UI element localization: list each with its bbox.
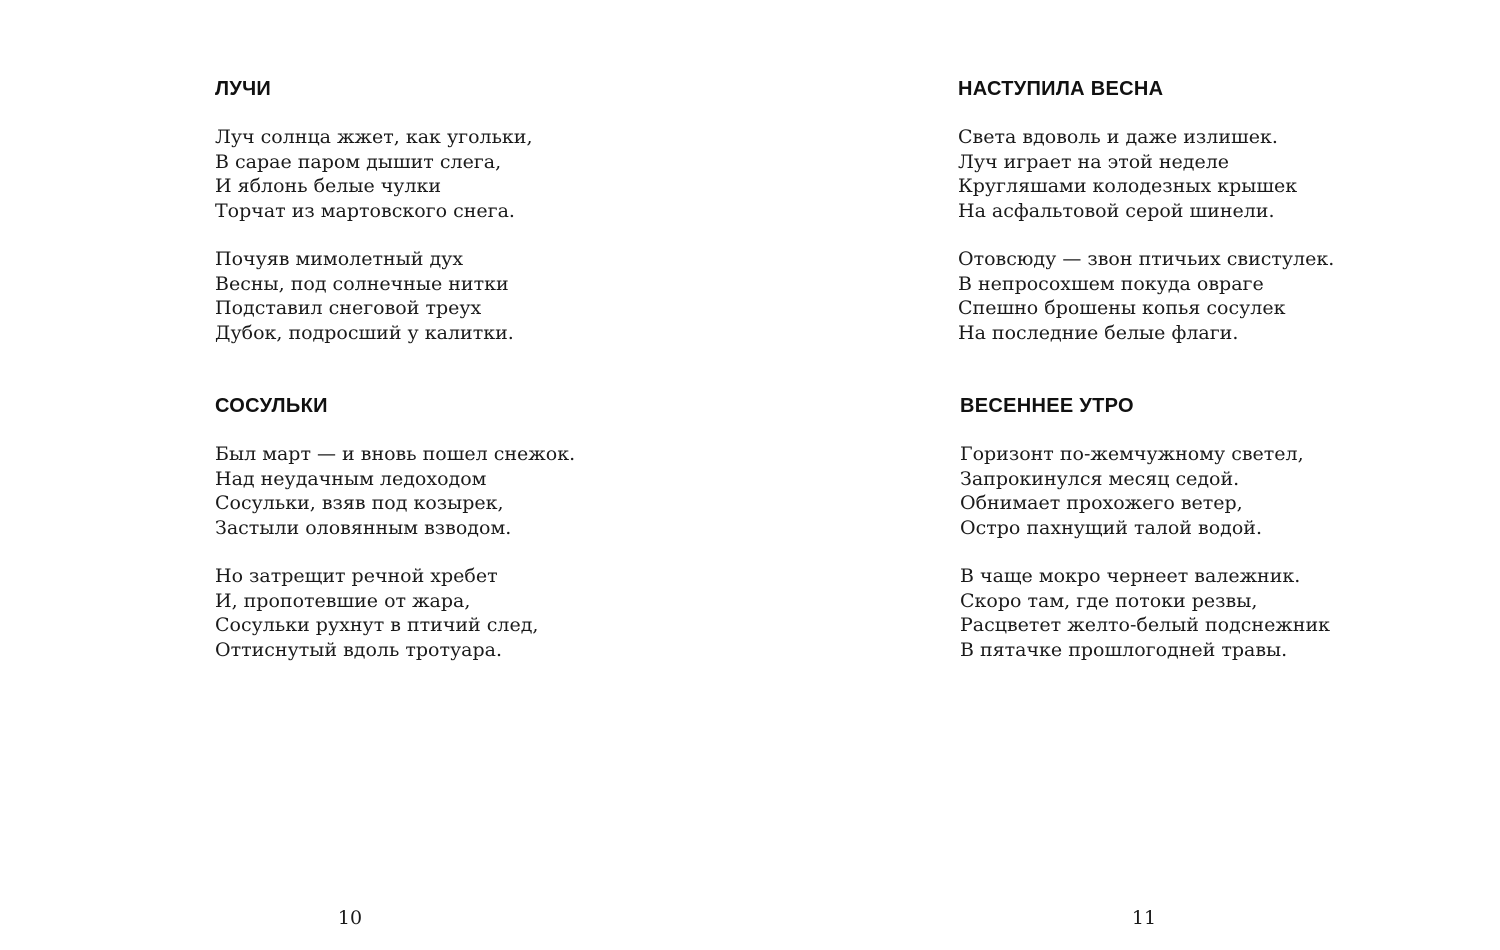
- poem-line: Но затрещит речной хребет: [215, 565, 498, 587]
- page-number: 10: [337, 907, 363, 929]
- poem-line: Запрокинулся месяц седой.: [960, 467, 1240, 490]
- poem-line: Остро пахнущий талой водой.: [960, 516, 1262, 539]
- poem-line: На асфальтовой серой шинели.: [958, 199, 1275, 222]
- stanza: [215, 564, 575, 662]
- poem-line: Застыли оловянным взводом.: [215, 516, 512, 539]
- poem-luchi: [215, 77, 533, 345]
- poem-vesennee-utro: [960, 394, 1330, 662]
- poem-line: Спешно брошены копья сосулек: [958, 297, 1286, 319]
- poem-line: Горизонт по-жемчужному светел,: [960, 443, 1304, 465]
- poem-line: Света вдоволь и даже излишек.: [958, 126, 1278, 148]
- poem-line: Почуяв мимолетный дух: [215, 248, 464, 270]
- poem-line: Подставил снеговой треух: [215, 297, 482, 319]
- poem-line: Обнимает прохожего ветер,: [960, 492, 1243, 514]
- poem-line: В чаще мокро чернеет валежник.: [960, 565, 1301, 587]
- poem-line: Луч солнца жжет, как угольки,: [215, 126, 533, 148]
- poem-line: Дубок, подросший у калитки.: [215, 321, 514, 344]
- poem-line: В непросохшем покуда овраге: [958, 272, 1264, 295]
- poem-nastupila-vesna: [958, 77, 1334, 345]
- poem-line: И, пропотевшие от жара,: [215, 589, 471, 612]
- poem-title: ВЕСЕННЕЕ УТРО: [960, 395, 1134, 417]
- poem-line: Сосульки, взяв под козырек,: [215, 492, 504, 514]
- poem-sosulki: [215, 394, 575, 662]
- poem-line: Оттиснутый вдоль тротуара.: [215, 638, 503, 661]
- stanza: [215, 125, 533, 223]
- poem-line: Сосульки рухнут в птичий след,: [215, 614, 539, 636]
- poem-line: Луч играет на этой неделе: [958, 150, 1230, 173]
- stanza: [215, 442, 575, 540]
- stanza: [958, 125, 1334, 223]
- poem-line: Весны, под солнечные нитки: [215, 272, 509, 295]
- poem-line: На последние белые флаги.: [958, 321, 1239, 344]
- stanza: [960, 442, 1330, 540]
- right-page: [750, 0, 1500, 950]
- poem-line: В пятачке прошлогодней травы.: [960, 638, 1288, 661]
- stanza: [960, 564, 1330, 662]
- poem-line: Отовсюду — звон птичьих свистулек.: [958, 248, 1335, 270]
- poem-line: Торчат из мартовского снега.: [215, 199, 515, 222]
- poem-line: И яблонь белые чулки: [215, 175, 442, 197]
- poem-line: Над неудачным ледоходом: [215, 467, 487, 490]
- poem-line: Кругляшами колодезных крышек: [958, 175, 1298, 197]
- poem-line: Расцветет желто-белый подснежник: [960, 614, 1330, 636]
- poem-title: ЛУЧИ: [215, 78, 272, 100]
- poem-title: СОСУЛЬКИ: [215, 395, 328, 417]
- poem-line: Скоро там, где потоки резвы,: [960, 589, 1258, 612]
- poem-title: НАСТУПИЛА ВЕСНА: [958, 78, 1164, 100]
- stanza: [958, 247, 1334, 345]
- page-number: 11: [1131, 907, 1157, 929]
- poem-line: Был март — и вновь пошел снежок.: [215, 443, 576, 465]
- poem-line: В сарае паром дышит слега,: [215, 150, 502, 173]
- stanza: [215, 247, 533, 345]
